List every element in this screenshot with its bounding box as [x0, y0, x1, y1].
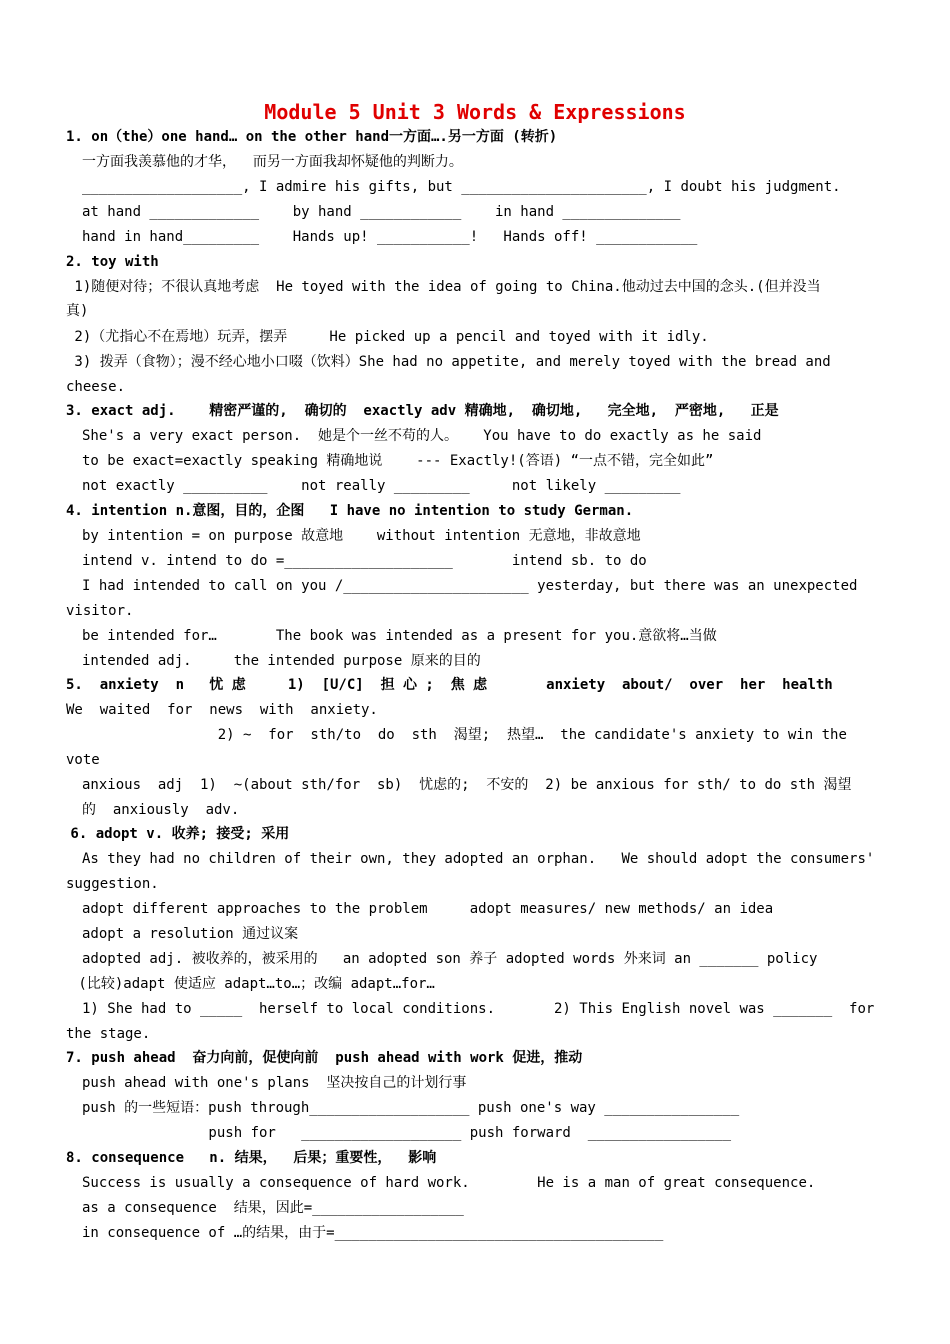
fill-in-line: push for ___________________ push forward _________________ — [82, 1125, 732, 1141]
fill-in-line: adopted adj. 被收养的，被采用的 an adopted son 养子 adopted words 外来词 an _______ policy — [82, 951, 818, 967]
text-line: 一方面我羡慕他的才华， 而另一方面我却怀疑他的判断力。 — [82, 154, 463, 170]
text-line: vote — [66, 752, 100, 768]
text-line: 2) ~ for sth/to do sth 渴望; 热望… the candidate's anxiety to win the — [66, 727, 847, 743]
text-line: be intended for… The book was intended as a present for you.意欲将…当做 — [82, 628, 717, 644]
fill-in-line: I had intended to call on you /______________________ yesterday, but there was an unexpected — [82, 578, 858, 594]
item-2-heading: 2. toy with — [66, 254, 159, 270]
text-line: by intention = on purpose 故意地 without intention 无意地，非故意地 — [82, 528, 641, 544]
text-line: intended adj. the intended purpose 原来的目的 — [82, 653, 481, 669]
page-title: Module 5 Unit 3 Words & Expressions — [264, 100, 686, 124]
text-line: visitor. — [66, 603, 134, 619]
text-line: anxious adj 1) ~(about sth/for sb) 忧虑的; 不安的 2) be anxious for sth/ to do sth 渴望 — [82, 777, 852, 793]
fill-in-line: push 的一些短语：push through___________________ push one's way ________________ — [82, 1100, 740, 1116]
text-line: Success is usually a consequence of hard work. He is a man of great consequence. — [82, 1175, 816, 1191]
text-line: We waited for news with anxiety. — [66, 702, 378, 718]
text-line: adopt different approaches to the problem adopt measures/ new methods/ an idea — [82, 901, 774, 917]
fill-in-line: ___________________, I admire his gifts, but ______________________, I doubt his judgment. — [82, 179, 841, 195]
fill-in-line: not exactly __________ not really _________ not likely _________ — [82, 478, 681, 494]
item-1-heading: 1. on（the）one hand… on the other hand一方面….另一方面 (转折) — [66, 129, 558, 145]
item-4-heading: 4. intention n.意图，目的，企图 I have no intention to study German. — [66, 503, 634, 519]
item-7-heading: 7. push ahead 奋力向前，促使向前 push ahead with work 促进，推动 — [66, 1050, 583, 1066]
text-line: push ahead with one's plans 坚决按自己的计划行事 — [82, 1075, 467, 1091]
text-line: As they had no children of their own, they adopted an orphan. We should adopt the consumers' — [82, 851, 875, 867]
text-line: 的 anxiously adv. — [82, 802, 240, 818]
text-line: She's a very exact person. 她是个一丝不苟的人。 You have to do exactly as he said — [82, 428, 762, 444]
text-line: 2)（尤指心不在焉地）玩弄，摆弄 He picked up a pencil and toyed with it idly. — [66, 329, 709, 345]
text-line: cheese. — [66, 379, 126, 395]
text-line: the stage. — [66, 1026, 151, 1042]
text-line: suggestion. — [66, 876, 159, 892]
fill-in-line: at hand _____________ by hand ____________ in hand ______________ — [82, 204, 681, 220]
text-line: 真) — [66, 303, 89, 319]
item-6-heading: 6. adopt v. 收养; 接受; 采用 — [62, 826, 290, 842]
item-5-heading: 5. anxiety n 忧 虑 1) [U/C] 担 心 ; 焦 虑 anxiety about/ over her health — [66, 677, 833, 693]
text-line: to be exact=exactly speaking 精确地说 --- Exactly!(答语) “一点不错，完全如此” — [82, 453, 714, 469]
text-line: 3) 拨弄（食物）；漫不经心地小口啜（饮料）She had no appetite, and merely toyed with the bread and — [66, 354, 831, 370]
fill-in-line: as a consequence 结果，因此=__________________ — [82, 1200, 464, 1216]
item-8-heading: 8. consequence n. 结果， 后果；重要性， 影响 — [66, 1150, 437, 1166]
fill-in-line: intend v. intend to do =____________________ intend sb. to do — [82, 553, 647, 569]
fill-in-line: in consequence of …的结果，由于=_______________________________________ — [82, 1225, 664, 1241]
fill-in-line: 1) She had to _____ herself to local conditions. 2) This English novel was _______ for — [82, 1001, 875, 1017]
text-line: 1)随便对待；不很认真地考虑 He toyed with the idea of going to China.他动过去中国的念头.(但并没当 — [66, 279, 821, 295]
text-line: adopt a resolution 通过议案 — [82, 926, 299, 942]
item-3-heading: 3. exact adj. 精密严谨的, 确切的 exactly adv 精确地, 确切地, 完全地, 严密地, 正是 — [66, 403, 779, 419]
fill-in-line: hand in hand_________ Hands up! ___________! Hands off! ____________ — [82, 229, 698, 245]
text-line: (比较)adapt 使适应 adapt…to…；改编 adapt…for… — [70, 976, 435, 992]
